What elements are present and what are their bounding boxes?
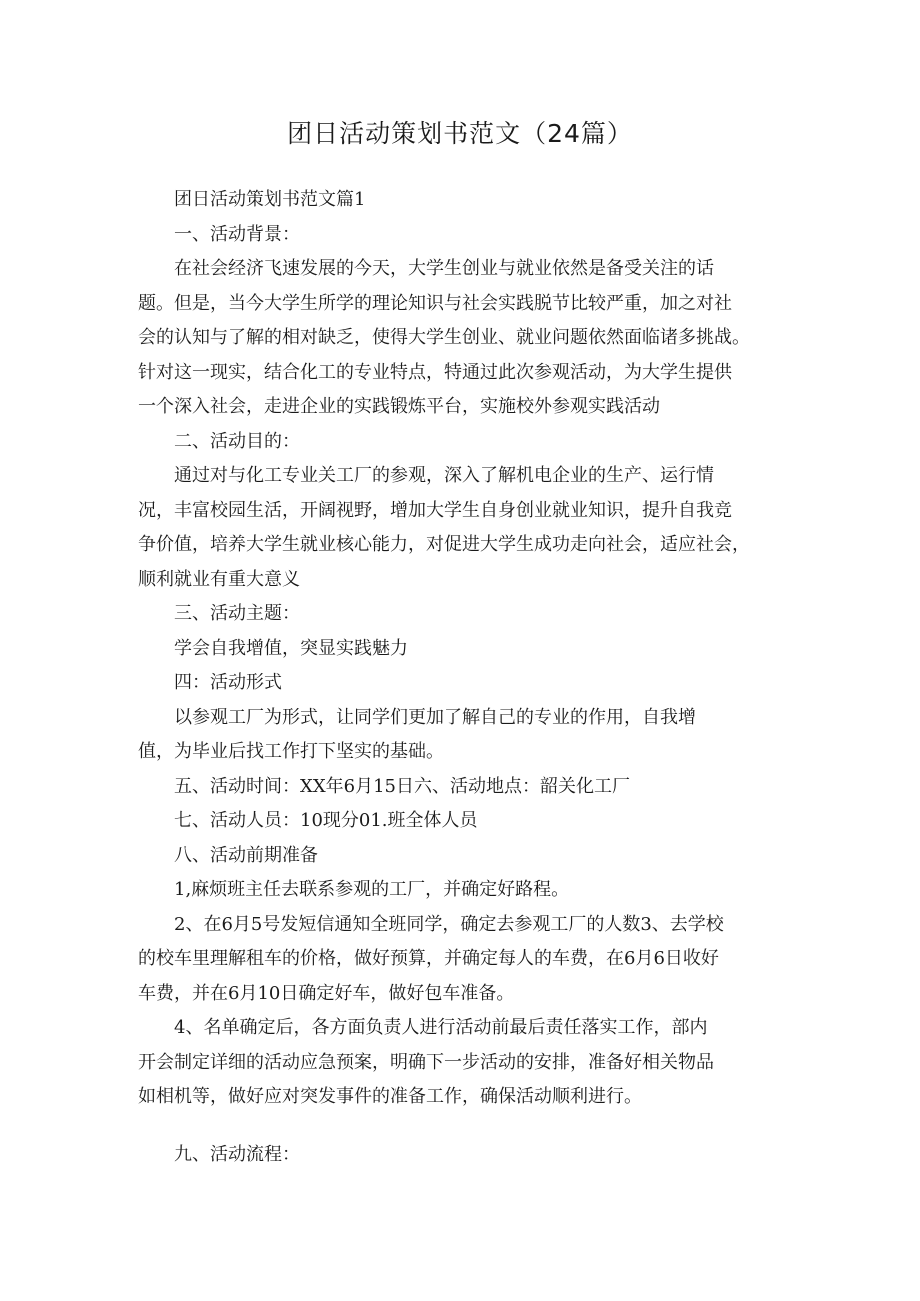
paragraph-line: 2、在6月5号发短信通知全班同学，确定去参观工厂的人数3、去学校 bbox=[174, 913, 724, 935]
paragraph-line: 八、活动前期准备 bbox=[174, 844, 318, 866]
paragraph-line: 三、活动主题： bbox=[174, 603, 300, 624]
paragraph-line: 学会自我增值，突显实践魅力 bbox=[174, 637, 408, 659]
paragraph-line: 以参观工厂为形式，让同学们更加了解自己的专业的作用，自我增 bbox=[174, 706, 696, 728]
paragraph-line: 4、名单确定后，各方面负责人进行活动前最后责任落实工作，部内 bbox=[174, 1017, 708, 1038]
paragraph-line: 九、活动流程： bbox=[174, 1143, 300, 1165]
paragraph-line: 开会制定详细的活动应急预案，明确下一步活动的安排，准备好相关物品 bbox=[138, 1051, 714, 1073]
document-title: 团日活动策划书范文（24篇） bbox=[287, 119, 633, 148]
paragraph-line: 一、活动背景： bbox=[174, 223, 300, 245]
paragraph-line: 的校车里理解租车的价格，做好预算，并确定每人的车费，在6月6日收好 bbox=[138, 948, 719, 969]
paragraph-line: 如相机等，做好应对突发事件的准备工作，确保活动顺利进行。 bbox=[138, 1086, 642, 1107]
paragraph-line: 通过对与化工专业关工厂的参观，深入了解机电企业的生产、运行情 bbox=[174, 465, 714, 486]
paragraph-line: 团日活动策划书范文篇1 bbox=[174, 189, 366, 210]
paragraph-line: 针对这一现实，结合化工的专业特点，特通过此次参观活动，为大学生提供 bbox=[138, 361, 732, 383]
paragraph-line: 争价值，培养大学生就业核心能力，对促进大学生成功走向社会，适应社会， bbox=[138, 534, 750, 555]
paragraph-line: 值，为毕业后找工作打下坚实的基础。 bbox=[138, 741, 444, 762]
paragraph-line: 况，丰富校园生活，开阔视野，增加大学生自身创业就业知识，提升自我竞 bbox=[138, 499, 732, 521]
paragraph-line: 一个深入社会，走进企业的实践锻炼平台，实施校外参观实践活动 bbox=[138, 396, 660, 417]
document-body bbox=[138, 183, 793, 1172]
paragraph-line: 在社会经济飞速发展的今天，大学生创业与就业依然是备受关注的话 bbox=[174, 258, 714, 279]
paragraph-line: 顺利就业有重大意义 bbox=[138, 568, 300, 590]
paragraph-line: 七、活动人员：10现分01.班全体人员 bbox=[174, 810, 478, 831]
paragraph-line: 题。但是，当今大学生所学的理论知识与社会实践脱节比较严重，加之对社 bbox=[138, 292, 732, 314]
paragraph-line: 会的认知与了解的相对缺乏，使得大学生创业、就业问题依然面临诸多挑战。 bbox=[138, 327, 750, 348]
paragraph-line: 二、活动目的： bbox=[174, 430, 300, 452]
paragraph-line: 车费，并在6月10日确定好车，做好包车准备。 bbox=[138, 982, 515, 1004]
paragraph-line: 四：活动形式 bbox=[174, 672, 282, 693]
paragraph-line: 五、活动时间：XX年6月15日六、活动地点：韶关化工厂 bbox=[174, 775, 630, 797]
paragraph-line: 1,麻烦班主任去联系参观的工厂，并确定好路程。 bbox=[174, 879, 570, 900]
